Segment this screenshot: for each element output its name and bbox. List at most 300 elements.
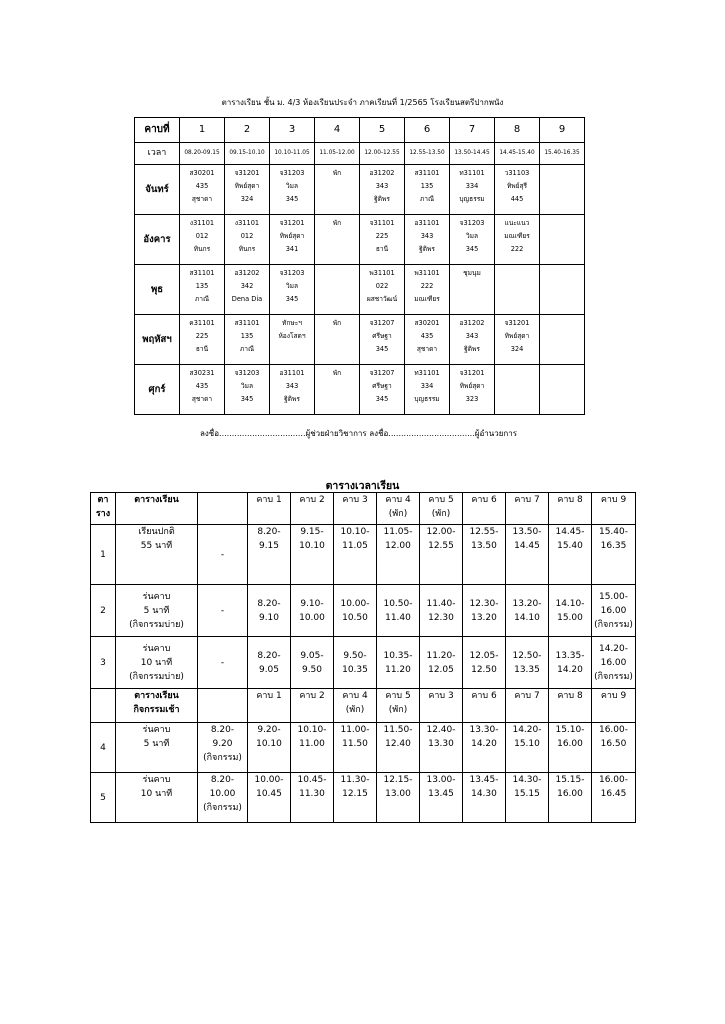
period-number: 1: [180, 118, 225, 143]
period-header: [592, 493, 636, 525]
period-time: [506, 637, 549, 689]
cell-line: 14.20: [557, 664, 583, 675]
cell-line: 15.15: [514, 789, 540, 799]
class-cell-line: ท31101: [459, 169, 485, 177]
class-cell-line: ผสชาวัฒน์: [366, 295, 398, 303]
cell-line: 11.00: [299, 739, 325, 749]
cell-line: 8.20-: [257, 527, 281, 537]
class-cell-line: 022: [375, 282, 389, 290]
cell-line: ตารางเรียน: [134, 495, 179, 505]
class-cell-line: [540, 193, 584, 206]
class-cell: [315, 265, 360, 315]
cell-line: 5: [100, 792, 106, 803]
class-cell-line: ส31101: [234, 319, 260, 327]
class-cell-line: ทิพย์สุดา: [279, 232, 305, 240]
class-cell-line: 343: [285, 382, 299, 390]
period-time: 15.40-16.35: [540, 143, 585, 165]
class-cell-line: อ31202: [369, 169, 395, 177]
cell-line: 15.10: [514, 739, 540, 749]
cell-line: 12.30: [428, 612, 454, 623]
class-cell-line: 334: [420, 382, 434, 390]
period-time: 09.15-10.10: [225, 143, 270, 165]
class-cell-line: ส30201: [414, 319, 440, 327]
class-cell-line: ทินกร: [238, 245, 256, 253]
cell-line: 15.00-: [598, 591, 628, 602]
cell-line: 12.00: [385, 541, 411, 551]
cell-line: 10.35: [342, 664, 368, 675]
class-cell: [315, 165, 360, 215]
period-number: 8: [495, 118, 540, 143]
cell-line: ร่นคาบ: [142, 591, 171, 602]
class-cell-line: [495, 393, 539, 406]
class-cell-line: [450, 293, 494, 306]
class-cell: [225, 315, 270, 365]
class-cell-line: ฐิติพร: [374, 195, 390, 203]
class-cell-line: [540, 217, 584, 230]
class-cell-line: อ31202: [234, 269, 260, 277]
class-cell-line: ฐิติพร: [284, 395, 300, 403]
table-no: [91, 585, 116, 637]
period-number: 2: [225, 118, 270, 143]
period-time: [592, 585, 636, 637]
period-time: [549, 637, 592, 689]
cell-line: 13.30-: [469, 725, 499, 735]
period-time: [291, 723, 334, 773]
class-cell-line: ศรีษฐา: [372, 382, 392, 390]
class-cell-line: วิมล: [285, 282, 299, 290]
class-cell-line: 324: [240, 195, 254, 203]
cell-line: ราง: [95, 509, 111, 519]
day-name: อังคาร: [135, 215, 180, 265]
period-time: [291, 773, 334, 823]
period-time: [420, 585, 463, 637]
class-cell: [540, 265, 585, 315]
class-cell: [405, 215, 450, 265]
cell-line: 11.20-: [426, 650, 456, 661]
period-time: 12.55-13.50: [405, 143, 450, 165]
class-cell: [315, 365, 360, 415]
class-cell-line: จ31201: [459, 369, 485, 377]
cell-line: 2: [100, 605, 106, 616]
cell-line: 9.05: [258, 664, 280, 675]
period-time: [506, 773, 549, 823]
class-cell: [270, 365, 315, 415]
cell-line: 13.50: [471, 541, 497, 551]
class-cell-line: 341: [285, 245, 299, 253]
class-cell-line: พ31101: [414, 269, 440, 277]
class-cell-line: ส31101: [189, 269, 215, 277]
period-header: [248, 689, 291, 723]
period-number: 5: [360, 118, 405, 143]
class-cell-line: พัก: [332, 319, 342, 327]
class-cell: [405, 315, 450, 365]
pre-activity: [198, 585, 248, 637]
period-time: [377, 723, 420, 773]
class-cell-line: ภาณี: [419, 195, 435, 203]
period-header: [420, 689, 463, 723]
class-cell: [360, 215, 405, 265]
cell-line: (กิจกรรม): [203, 803, 242, 813]
class-cell-line: [315, 180, 359, 193]
class-cell: [405, 365, 450, 415]
period-header: [549, 493, 592, 525]
class-cell-line: ทักษะฯ: [282, 319, 302, 327]
period-time: [549, 525, 592, 585]
cell-line: 14.20-: [512, 725, 542, 735]
class-cell-line: [540, 380, 584, 393]
table-no-header: [91, 493, 116, 525]
class-cell-line: พัก: [332, 369, 342, 377]
cell-line: 14.30-: [512, 775, 542, 785]
class-cell-line: 345: [375, 345, 389, 353]
class-cell-line: 345: [285, 195, 299, 203]
cell-line: 11.05: [342, 541, 368, 551]
cell-line: 11.40: [385, 612, 411, 623]
class-cell-line: [315, 230, 359, 243]
cell-line: 15.40: [557, 541, 583, 551]
period-time: [463, 723, 506, 773]
cell-line: 10.10: [256, 739, 282, 749]
cell-line: 10.00: [299, 612, 325, 623]
class-cell-line: [270, 343, 314, 356]
period-time: [463, 525, 506, 585]
period-time: [592, 637, 636, 689]
period-time: [377, 525, 420, 585]
class-cell: [225, 265, 270, 315]
class-cell-line: ศรีษฐา: [372, 332, 392, 340]
class-cell-line: จ31201: [279, 219, 305, 227]
cell-line: 3: [100, 657, 106, 668]
class-cell-line: ทิพย์สุดา: [234, 182, 260, 190]
schedule-name: [116, 585, 198, 637]
cell-line: 9.20-: [257, 725, 281, 735]
schedule-name-header: [116, 689, 198, 723]
pre-activity: [198, 637, 248, 689]
class-cell-line: วิมล: [465, 232, 479, 240]
cell-line: 10.00: [209, 789, 236, 799]
class-cell-line: สุชาดา: [191, 395, 213, 403]
cell-line: 11.50: [342, 739, 368, 749]
class-cell-line: [315, 343, 359, 356]
class-cell-line: ห้องโสตฯ: [278, 332, 306, 340]
table-no: [91, 525, 116, 585]
period-time: 11.05-12.00: [315, 143, 360, 165]
cell-line: 16.00-: [598, 725, 628, 735]
period-time: [420, 637, 463, 689]
schedule-name-header: [116, 493, 198, 525]
class-cell-line: [315, 280, 359, 293]
class-cell: [450, 215, 495, 265]
period-time: [248, 723, 291, 773]
period-time: [463, 585, 506, 637]
class-cell-line: ทิพย์สุดา: [504, 332, 530, 340]
class-cell-line: มณเฑียร: [414, 295, 440, 303]
class-cell-line: บุญธรรม: [414, 395, 440, 403]
cell-line: (พัก): [431, 509, 451, 519]
class-cell-line: 345: [285, 295, 299, 303]
class-cell-line: [315, 293, 359, 306]
class-cell: [540, 315, 585, 365]
class-cell: [360, 365, 405, 415]
period-time: [377, 773, 420, 823]
cell-line: 15.10-: [555, 725, 585, 735]
day-name: พุธ: [135, 265, 180, 315]
period-time: 14.45-15.40: [495, 143, 540, 165]
period-time: [549, 723, 592, 773]
class-cell-line: 225: [375, 232, 389, 240]
cell-line: 13.20-: [512, 598, 542, 609]
class-cell: [495, 215, 540, 265]
cell-line: 12.40: [385, 739, 411, 749]
class-cell: [450, 365, 495, 415]
cell-line: 8.20-: [257, 598, 281, 609]
cell-line: 13.45-: [469, 775, 499, 785]
cell-line: 16.00: [557, 789, 583, 799]
cell-line: 15.15-: [555, 775, 585, 785]
period-time: [291, 585, 334, 637]
schedule-name: [116, 723, 198, 773]
class-cell-line: [315, 380, 359, 393]
class-cell: [540, 365, 585, 415]
period-header: [334, 493, 377, 525]
cell-line: 10.00-: [340, 598, 370, 609]
cell-line: 11.00-: [340, 725, 370, 735]
class-cell-line: สุชาดา: [191, 195, 213, 203]
class-cell-line: [540, 367, 584, 380]
pre-activity-header: [198, 689, 248, 723]
class-cell-line: ทินกร: [193, 245, 211, 253]
class-cell: [225, 365, 270, 415]
cell-line: 10.10-: [340, 527, 370, 537]
class-cell-line: จ31203: [279, 269, 305, 277]
class-cell-line: 012: [195, 232, 209, 240]
class-cell-line: สุชาดา: [416, 345, 438, 353]
class-cell: [540, 215, 585, 265]
cell-line: 14.20: [471, 739, 497, 749]
schedule-name: [116, 525, 198, 585]
cell-line: 10 นาที: [140, 657, 173, 668]
cell-line: 10.50-: [383, 598, 413, 609]
period-time: [291, 637, 334, 689]
cell-line: คาบ 8: [557, 495, 583, 505]
cell-line: 16.00: [557, 739, 583, 749]
class-cell-line: ว31103: [504, 169, 530, 177]
class-cell-line: 323: [465, 395, 479, 403]
cell-line: 12.55-: [469, 527, 499, 537]
class-cell-line: พ31101: [369, 269, 395, 277]
class-cell: [495, 315, 540, 365]
cell-line: 11.20: [385, 664, 411, 675]
class-cell-line: 334: [465, 182, 479, 190]
cell-line: 11.05-: [383, 527, 413, 537]
class-cell-line: จ31203: [279, 169, 305, 177]
cell-line: 11.30: [299, 789, 325, 799]
period-time: [377, 637, 420, 689]
class-cell-line: ชุมนุม: [463, 269, 481, 277]
class-cell-line: วิมล: [240, 382, 254, 390]
class-cell: [180, 165, 225, 215]
class-cell-line: จ31101: [369, 219, 395, 227]
cell-line: คาบ 7: [514, 691, 540, 701]
class-cell-line: ส30201: [189, 169, 215, 177]
table-no: [91, 773, 116, 823]
cell-line: (พัก): [388, 705, 408, 715]
pre-activity: [198, 525, 248, 585]
period-time: 08.20-09.15: [180, 143, 225, 165]
period-header: [463, 493, 506, 525]
cell-line: 9.15-: [300, 527, 324, 537]
cell-line: 14.45: [514, 541, 540, 551]
class-cell-line: ส31101: [414, 169, 440, 177]
cell-line: 14.20-: [598, 643, 628, 654]
class-cell-line: [495, 367, 539, 380]
schedule-name: [116, 637, 198, 689]
cell-line: 10.35-: [383, 650, 413, 661]
period-header: [291, 689, 334, 723]
class-cell-line: จ31203: [459, 219, 485, 227]
class-cell-line: อ31202: [459, 319, 485, 327]
cell-line: ตารางเรียน: [134, 691, 179, 701]
class-cell-line: [540, 280, 584, 293]
day-name: ศุกร์: [135, 365, 180, 415]
class-cell-line: บุญธรรม: [459, 195, 485, 203]
class-cell: [270, 265, 315, 315]
timetable-title: ตารางเวลาเรียน: [325, 480, 400, 492]
cell-line: (กิจกรรมบ่าย): [129, 671, 184, 682]
cell-line: 12.15-: [383, 775, 413, 785]
class-cell-line: พัก: [332, 219, 342, 227]
period-time: [420, 723, 463, 773]
cell-line: 12.50-: [512, 650, 542, 661]
cell-line: 13.35-: [555, 650, 585, 661]
cell-line: คาบ 3: [428, 691, 454, 701]
class-cell-line: [315, 330, 359, 343]
cell-line: 8.20-: [257, 650, 281, 661]
cell-line: คาบ 1: [256, 495, 282, 505]
class-cell-line: [540, 230, 584, 243]
cell-line: 12.15: [342, 789, 368, 799]
cell-line: 4: [100, 742, 106, 753]
class-cell-line: [450, 280, 494, 293]
period-time: 13.50-14.45: [450, 143, 495, 165]
cell-line: 9.50-: [343, 650, 367, 661]
period-number: 3: [270, 118, 315, 143]
cell-line: คาบ 6: [471, 495, 497, 505]
period-time: [334, 773, 377, 823]
cell-line: คาบ 7: [514, 495, 540, 505]
period-header: [506, 689, 549, 723]
period-time: [334, 525, 377, 585]
cell-line: 5 นาที: [143, 739, 170, 749]
period-time: [377, 585, 420, 637]
period-header: [334, 689, 377, 723]
cell-line: 16.45: [600, 789, 627, 799]
cell-line: 11.30-: [340, 775, 370, 785]
pre-activity: [198, 773, 248, 823]
cell-line: (กิจกรรม): [594, 671, 633, 682]
cell-line: คาบ 4: [385, 495, 411, 505]
class-cell: [360, 165, 405, 215]
class-cell-line: ส30231: [189, 369, 215, 377]
class-cell-line: [495, 380, 539, 393]
class-cell-line: พัก: [332, 169, 342, 177]
class-cell-line: 324: [510, 345, 524, 353]
period-time: [291, 525, 334, 585]
class-cell: [405, 265, 450, 315]
cell-line: 13.45: [428, 789, 454, 799]
class-cell: [450, 165, 495, 215]
period-time-table: [90, 492, 636, 823]
class-cell-line: ท31101: [414, 369, 440, 377]
cell-line: 9.15: [258, 541, 280, 551]
class-cell-line: 222: [510, 245, 524, 253]
cell-line: 5 นาที: [143, 605, 170, 616]
class-cell-line: จ31201: [234, 169, 260, 177]
cell-line: 16.50: [600, 739, 627, 749]
class-cell-line: ธานี: [195, 345, 209, 353]
class-cell-line: 445: [510, 195, 524, 203]
class-cell: [405, 165, 450, 215]
cell-line: 16.00-: [598, 775, 628, 785]
class-cell-line: [540, 267, 584, 280]
class-cell: [540, 165, 585, 215]
cell-line: คาบ 6: [471, 691, 497, 701]
period-time: [334, 723, 377, 773]
class-cell-line: [540, 343, 584, 356]
class-cell-line: 435: [195, 182, 209, 190]
period-time: [549, 773, 592, 823]
class-cell-line: ค31101: [189, 319, 215, 327]
cell-line: กิจกรรมเช้า: [133, 705, 180, 715]
period-time: [334, 585, 377, 637]
class-cell: [225, 165, 270, 215]
cell-line: 10.45-: [297, 775, 327, 785]
class-cell-line: จ31201: [504, 319, 530, 327]
cell-line: 14.45-: [555, 527, 585, 537]
class-cell-line: ภาณี: [239, 345, 255, 353]
class-cell-line: อ31101: [279, 369, 305, 377]
class-cell-line: แนะแนว: [504, 219, 530, 227]
cell-line: 12.05-: [469, 650, 499, 661]
cell-line: คาบ 3: [342, 495, 368, 505]
table-no: [91, 637, 116, 689]
cell-line: คาบ 4: [342, 691, 368, 701]
class-cell: [450, 265, 495, 315]
class-cell-line: 222: [420, 282, 434, 290]
cell-line: 16.00: [600, 605, 627, 616]
period-time: [420, 773, 463, 823]
period-header: [463, 689, 506, 723]
cell-line: 9.50: [301, 664, 323, 675]
cell-line: 9.10-: [300, 598, 324, 609]
time-header-label: เวลา: [135, 143, 180, 165]
class-cell: [495, 165, 540, 215]
period-time: [506, 723, 549, 773]
schedule-title: ตารางเรียน ชั้น ม. 4/3 ห้องเรียนประจำ ภาคเรียนที่ 1/2565 โรงเรียนสตรีปากพนัง: [221, 98, 504, 107]
cell-line: (กิจกรรม): [203, 753, 242, 763]
period-time: [592, 773, 636, 823]
class-cell-line: 135: [195, 282, 209, 290]
period-header: [592, 689, 636, 723]
class-cell-line: ภาณี: [194, 295, 210, 303]
period-number: 9: [540, 118, 585, 143]
class-cell-line: วิมล: [285, 182, 299, 190]
cell-line: 13.00: [385, 789, 411, 799]
cell-line: 12.00-: [426, 527, 456, 537]
table-no: [91, 723, 116, 773]
cell-line: -: [220, 605, 225, 616]
cell-line: 13.30: [428, 739, 454, 749]
